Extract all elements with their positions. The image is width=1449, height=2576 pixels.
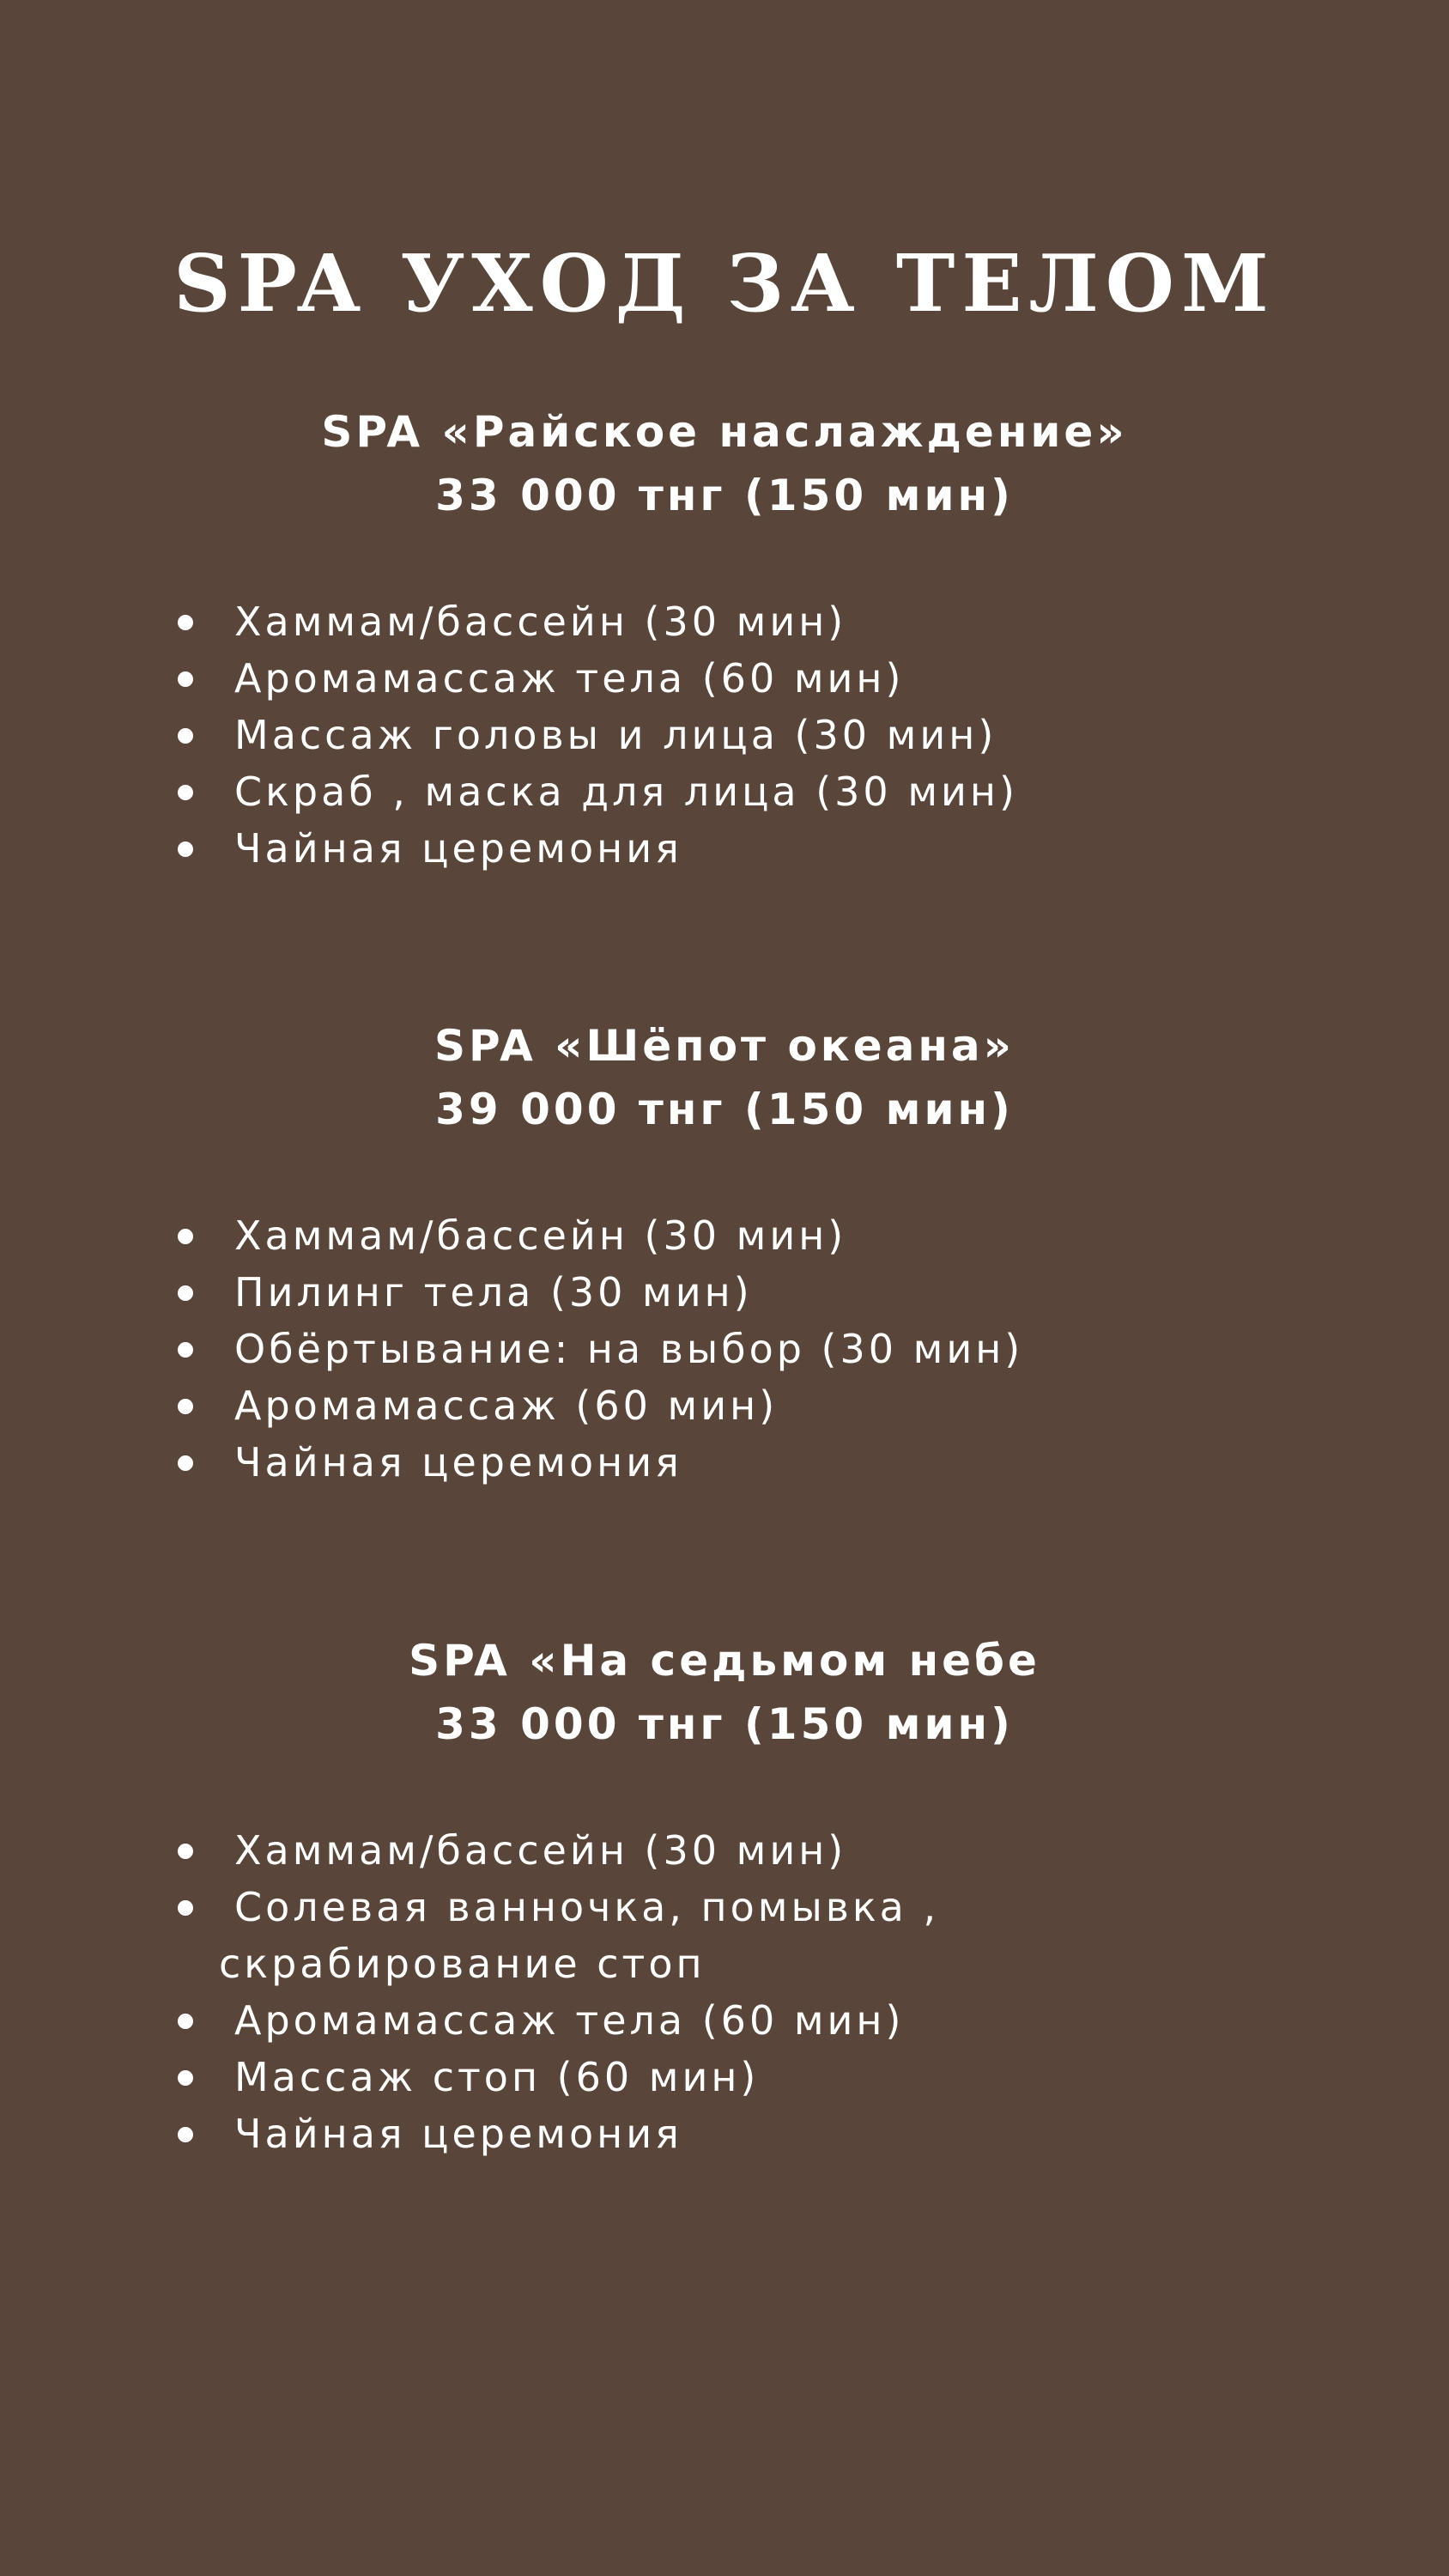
list-item: Чайная церемония <box>176 1434 1292 1491</box>
bullet-icon <box>178 785 193 800</box>
package-items <box>176 1822 1292 2162</box>
bullet-icon <box>178 1455 193 1471</box>
bullet-icon <box>178 615 193 630</box>
list-item: Обёртывание: на выбор (30 мин) <box>176 1321 1292 1377</box>
list-item: Чайная церемония <box>176 2105 1292 2162</box>
bullet-icon <box>178 2014 193 2029</box>
package-header <box>0 1629 1449 1756</box>
package-name: SPA «Шёпот океана» <box>434 1021 1015 1071</box>
package-price: 39 000 тнг (150 мин) <box>435 1084 1014 1134</box>
list-item: Хаммам/бассейн (30 мин) <box>176 593 1292 650</box>
list-item: Хаммам/бассейн (30 мин) <box>176 1207 1292 1264</box>
list-item: Хаммам/бассейн (30 мин) <box>176 1822 1292 1879</box>
bullet-icon <box>178 1900 193 1916</box>
bullet-icon <box>178 2070 193 2086</box>
package-paradise <box>0 400 1449 872</box>
bullet-icon <box>178 1342 193 1358</box>
bullet-icon <box>178 728 193 744</box>
bullet-icon <box>178 1399 193 1414</box>
package-items <box>176 593 1292 877</box>
list-item: Пилинг тела (30 мин) <box>176 1264 1292 1321</box>
bullet-icon <box>178 2127 193 2142</box>
package-name: SPA «На седьмом небе <box>409 1636 1040 1686</box>
package-price: 33 000 тнг (150 мин) <box>435 471 1014 520</box>
list-item: Скраб , маска для лица (30 мин) <box>176 763 1292 820</box>
list-item: Массаж стоп (60 мин) <box>176 2049 1292 2105</box>
list-item: Массаж головы и лица (30 мин) <box>176 707 1292 763</box>
package-name: SPA «Райское наслаждение» <box>321 407 1128 457</box>
list-item: Аромамассаж тела (60 мин) <box>176 650 1292 707</box>
list-item: Солевая ванночка, помывка , скрабирование стоп <box>176 1879 1292 1992</box>
package-price: 33 000 тнг (150 мин) <box>435 1699 1014 1749</box>
bullet-icon <box>178 1229 193 1244</box>
bullet-icon <box>178 1285 193 1301</box>
package-header <box>0 400 1449 527</box>
package-seventh-heaven <box>0 1629 1449 2157</box>
list-item: Аромамассаж (60 мин) <box>176 1377 1292 1434</box>
package-ocean-whisper <box>0 1014 1449 1485</box>
bullet-icon <box>178 1844 193 1859</box>
list-item: Аромамассаж тела (60 мин) <box>176 1992 1292 2049</box>
bullet-icon <box>178 841 193 857</box>
package-header <box>0 1014 1449 1141</box>
page-title: SPA УХОД ЗА ТЕЛОМ <box>173 237 1276 330</box>
bullet-icon <box>178 671 193 687</box>
package-items <box>176 1207 1292 1491</box>
list-item: Чайная церемония <box>176 820 1292 877</box>
